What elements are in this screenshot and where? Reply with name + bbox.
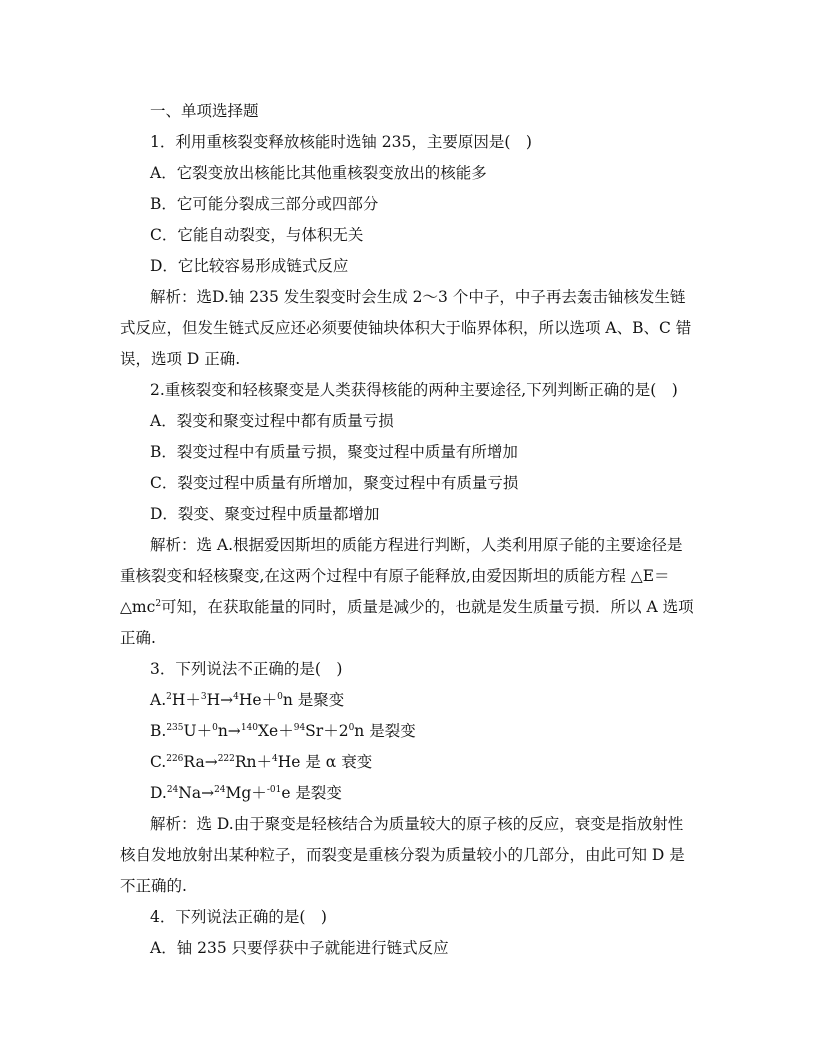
question-2-option-b: B．裂变过程中有质量亏损，聚变过程中质量有所增加 xyxy=(150,443,518,461)
question-2-analysis-line-3-text: 可知，在获取能量的同时，质量是减少的，也就是发生质量亏损．所以 A 选项 xyxy=(161,598,694,616)
question-2-option-c: C．裂变过程中质量有所增加，聚变过程中有质量亏损 xyxy=(150,474,519,492)
question-1-option-d: D．它比较容易形成链式反应 xyxy=(150,257,349,275)
mass-energy-term: △mc xyxy=(120,598,156,616)
question-3-analysis-line-2: 核自发地放射出某种粒子，而裂变是重核分裂为质量较小的几部分，由此可知 D 是 xyxy=(120,846,685,864)
option-label: C. xyxy=(150,753,167,771)
nuclide-superscript: 0 xyxy=(212,723,218,733)
nuclide-superscript: 4 xyxy=(272,754,278,764)
equation-text: Mg＋ xyxy=(225,784,267,802)
equation-text: He＋ xyxy=(238,691,278,709)
nuclide-superscript: 140 xyxy=(240,723,258,733)
nuclide-superscript: 24 xyxy=(214,785,226,795)
question-1-stem: 1．利用重核裂变释放核能时选铀 235，主要原因是( ) xyxy=(150,133,532,151)
question-2-analysis-line-1: 解析：选 A.根据爱因斯坦的质能方程进行判断，人类利用原子能的主要途径是 xyxy=(150,536,683,554)
equation-text: Xe＋ xyxy=(258,722,294,740)
document-body xyxy=(120,96,710,964)
question-1-analysis-line-1: 解析：选D.铀 235 发生裂变时会生成 2～3 个中子，中子再去轰击铀核发生链 xyxy=(150,288,686,306)
question-4-stem: 4．下列说法正确的是( ) xyxy=(150,908,327,926)
option-label: B. xyxy=(150,722,167,740)
equation-text: He 是 α 衰变 xyxy=(277,753,373,771)
question-1-option-c: C．它能自动裂变，与体积无关 xyxy=(150,226,364,244)
question-1-option-a: A．它裂变放出核能比其他重核裂变放出的核能多 xyxy=(150,164,487,182)
equation-text: Rn＋ xyxy=(234,753,273,771)
equation-text: H→ xyxy=(206,691,234,709)
question-2-analysis-line-2: 重核裂变和轻核聚变,在这两个过程中有原子能释放,由爱因斯坦的质能方程 △E＝ xyxy=(120,567,670,585)
equation-text: n→ xyxy=(217,722,241,740)
nuclide-superscript: 2 xyxy=(166,692,172,702)
question-4-option-a: A．铀 235 只要俘获中子就能进行链式反应 xyxy=(150,939,449,957)
equation-text: Na→ xyxy=(178,784,215,802)
question-2-stem: 2.重核裂变和轻核聚变是人类获得核能的两种主要途径,下列判断正确的是( ) xyxy=(150,381,678,399)
question-1-option-b: B．它可能分裂成三部分或四部分 xyxy=(150,195,379,213)
nuclide-superscript: 235 xyxy=(166,723,184,733)
nuclide-superscript: 0 xyxy=(277,692,283,702)
equation-text: Sr＋2 xyxy=(305,722,349,740)
nuclide-superscript: 3 xyxy=(200,692,207,702)
equation-text: H＋ xyxy=(171,691,201,709)
question-2-option-d: D．裂变、聚变过程中质量都增加 xyxy=(150,505,380,523)
question-3-analysis-line-3: 不正确的. xyxy=(120,877,187,895)
equation-text: U＋ xyxy=(183,722,213,740)
question-3-analysis-line-1: 解析：选 D.由于聚变是轻核结合为质量较大的原子核的反应，衰变是指放射性 xyxy=(150,815,684,833)
question-2-analysis-line-3 xyxy=(120,592,710,623)
option-label: A. xyxy=(150,691,167,709)
equation-text: n 是裂变 xyxy=(354,722,416,740)
question-2-option-a: A．裂变和聚变过程中都有质量亏损 xyxy=(150,412,394,430)
equation-text: n 是聚变 xyxy=(282,691,345,709)
equation-text: Ra→ xyxy=(183,753,218,771)
question-1-analysis-line-3: 误，选项 D 正确. xyxy=(120,350,241,368)
question-3-option-d xyxy=(120,778,710,809)
nuclide-superscript: -01 xyxy=(266,785,282,795)
nuclide-superscript: 222 xyxy=(217,754,235,764)
nuclide-superscript: 94 xyxy=(293,723,306,733)
nuclide-superscript: 24 xyxy=(166,785,179,795)
nuclide-superscript: 226 xyxy=(166,754,184,764)
question-2-analysis-line-4: 正确. xyxy=(120,629,156,647)
option-label: D. xyxy=(150,784,167,802)
question-3-option-a xyxy=(120,685,710,716)
nuclide-superscript: 4 xyxy=(233,692,239,702)
equation-text: e 是裂变 xyxy=(281,784,342,802)
nuclide-superscript: 0 xyxy=(348,723,355,733)
section-title: 一、单项选择题 xyxy=(150,102,259,120)
question-1-analysis-line-2: 式反应，但发生链式反应还必须要使铀块体积大于临界体积，所以选项 A、B、C 错 xyxy=(120,319,692,337)
mass-energy-exponent: 2 xyxy=(155,599,162,609)
question-3-option-c xyxy=(120,747,710,778)
question-3-option-b xyxy=(120,716,710,747)
question-3-stem: 3．下列说法不正确的是( ) xyxy=(150,660,343,678)
